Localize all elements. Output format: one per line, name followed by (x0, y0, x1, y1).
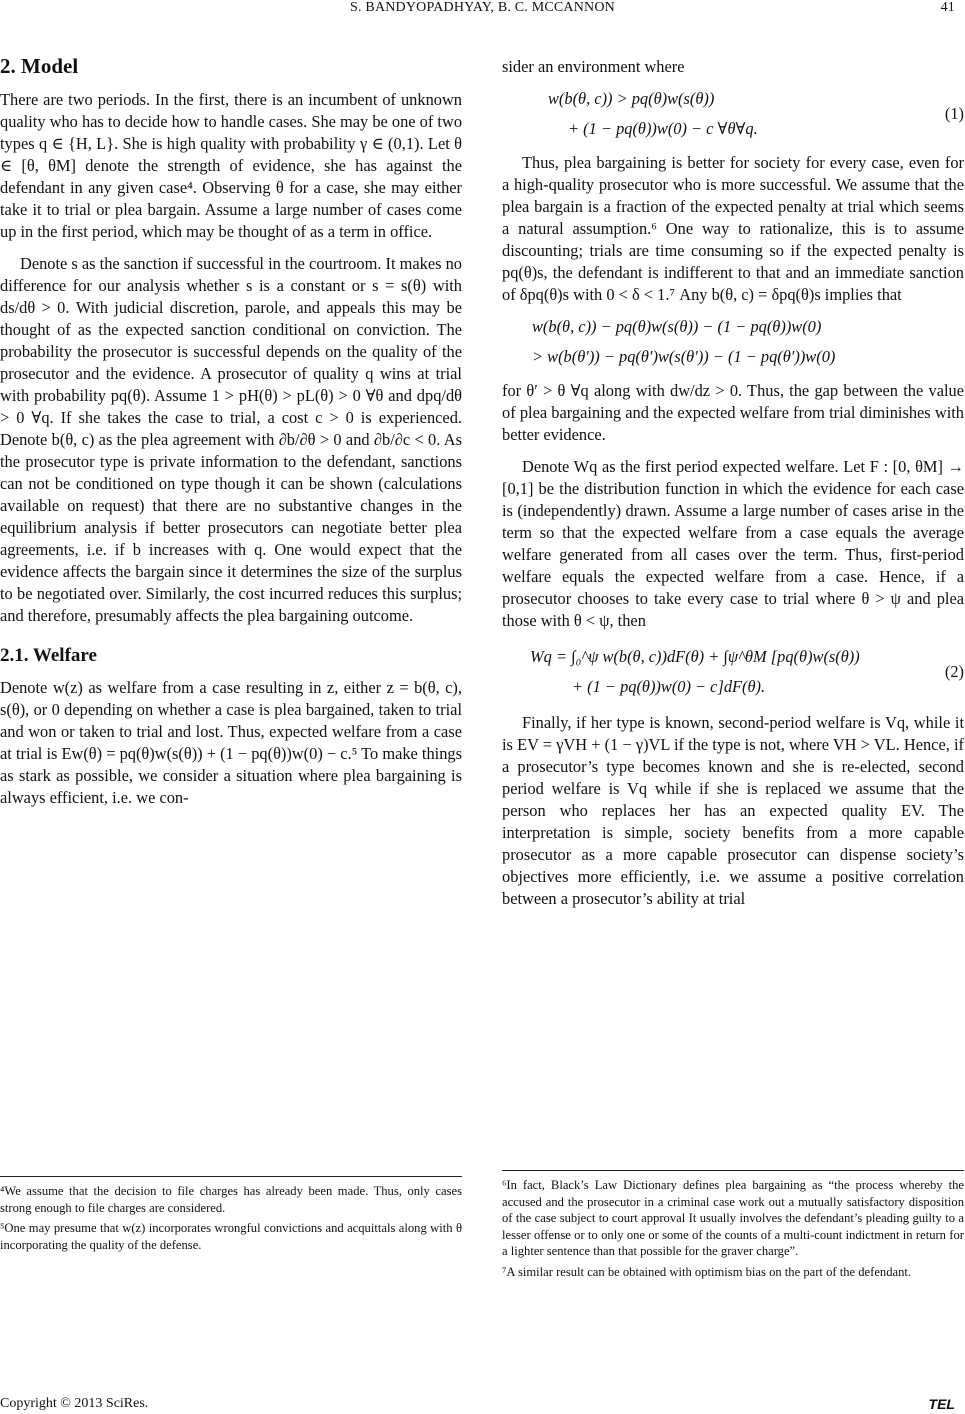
paragraph-welfare: Denote w(z) as welfare from a case resulting in z, either z = b(θ, c), s(θ), or 0 depending on whether a case is plea bargained, taken to trial and won or taken to trial and lost. Thus, expected welfare from a case at trial is Ew(θ) = pq(θ)w(s(θ)) + (1 − pq(θ))w(0) − c.⁵ To make things as stark as possible, we consider a situation where plea bargaining is always efficient, i.e. we con- (0, 678, 462, 807)
paragraph-continued: sider an environment where (502, 57, 685, 76)
footnote-rule (502, 1170, 964, 1171)
left-column (0, 42, 462, 809)
equation-2 (502, 642, 964, 702)
inequality-line-1: w(b(θ, c)) − pq(θ)w(s(θ)) − (1 − pq(θ))w(0) (532, 317, 822, 336)
inequality-line-2: > w(b(θ′)) − pq(θ′)w(s(θ′)) − (1 − pq(θ′))w(0) (532, 347, 836, 366)
copyright-notice: Copyright © 2013 SciRes. (0, 1396, 149, 1411)
footnotes-right (502, 1170, 964, 1284)
paragraph-gap: for θ′ > θ ∀q along with dw/dz > 0. Thus, the gap between the value of plea bargaining and the expected welfare from trial diminishes with better evidence. (502, 381, 964, 444)
paragraph-sanction: Denote s as the sanction if successful in the courtroom. It makes no difference for our analysis whether s is a constant or s = s(θ) with ds/dθ > 0. With judicial discretion, parole, and appeals this may be thought of as the expected sanction conditional on conviction. The probability the prosecutor is successful depends on the quality of the prosecutor and the evidence. A prosecutor of quality q wins at trial with probability pq(θ). Assume 1 > pH(θ) > pL(θ) > 0 ∀θ and dpq/dθ > 0 ∀q. If she takes the case to trial, a cost c > 0 is experienced. Denote b(θ, c) as the plea agreement with ∂b/∂θ > 0 and ∂b/∂c < 0. As the prosecutor type is private information to the defendant, sanctions can not be conditioned on type though it can be shown (calculations available on request) that there are no substantive changes in the equilibrium analysis if better prosecutors can negotiate better plea agreements, i.e. if b increases with q. One would expect that the evidence affects the bargain since it determines the size of the surplus to be negotiated over. Similarly, the cost incurred reduces this surplus; and therefore, presumably affects the plea bargaining outcome. (0, 254, 462, 625)
running-head (0, 0, 965, 22)
subsection-title: 2.1. Welfare (0, 645, 97, 666)
paragraph-second-period: Finally, if her type is known, second-period welfare is Vq, while it is EV = γVH + (1 − γ)VL if the type is not, where VH > VL. Hence, if a prosecutor’s type becomes known and she is re-elected, second period welfare is Vq while if she is replaced we assume that the person who replaces her has an expected quality EV. The interpretation is simple, society benefits from a more capable prosecutor as a more capable prosecutor can dispense society’s objectives more efficiently, i.e. we assume a positive correlation between a prosecutor’s ability at trial (502, 713, 964, 908)
footnote-7: ⁷A similar result can be obtained with optimism bias on the part of the defendant. (502, 1264, 912, 1279)
footnote-6: ⁶In fact, Black’s Law Dictionary defines plea bargaining as “the process whereby the accused and the prosecutor in a criminal case work out a mutually satisfactory disposition of the case subject to court approval It usually involves the defendant’s pleading guilty to a lesser offense or to only one or some of the counts of a multi-count indictment in return for a lighter sentence than that possible for the graver charge”. (502, 1178, 964, 1258)
footnote-rule (0, 1176, 462, 1177)
equation-2-line-2: + (1 − pq(θ))w(0) − c]dF(θ). (572, 677, 766, 696)
paragraph-first-period-welfare: Denote Wq as the first period expected welfare. Let F : [0, θM] → [0,1] be the distribution function in which the evidence for each case is (independently) drawn. Assume a large number of cases arise in the term so that the expected welfare from a case equals the average welfare generated from all cases over the term. Thus, first-period welfare equals the expected welfare from a case. Hence, if a prosecutor chooses to take every case to trial where θ > ψ and plea those with θ < ψ, then (502, 457, 964, 630)
running-head-authors: S. BANDYOPADHYAY, B. C. MCCANNON (350, 0, 615, 15)
inequality (502, 312, 964, 372)
paragraph-model-intro: There are two periods. In the first, there is an incumbent of unknown quality who has to decide how to handle cases. She may be one of two types q ∈ {H, L}. She is high quality with probability γ ∈ (0,1). Let θ ∈ [θ, θM] denote the strength of evidence, she has against the defendant in any given case⁴. Observing θ for a case, she may either take it to trial or plea bargain. Assume a large number of cases come up in the first period, which may be thought of as a term in office. (0, 90, 463, 241)
page-number: 41 (940, 0, 955, 15)
equation-2-line-1: Wq = ∫₀^ψ w(b(θ, c))dF(θ) + ∫ψ^θM [pq(θ)w(s(θ)) (530, 647, 860, 666)
footnote-5: ⁵One may presume that w(z) incorporates wrongful convictions and acquittals along with θ incorporating the quality of the defense. (0, 1221, 462, 1252)
equation-1 (502, 84, 964, 144)
right-column (502, 56, 964, 910)
footnote-4: ⁴We assume that the decision to file charges has already been made. Thus, only cases strong enough to file charges are considered. (0, 1184, 462, 1215)
footnotes-left (0, 1176, 462, 1257)
journal-abbrev: TEL (928, 1396, 955, 1412)
equation-2-number: (2) (944, 662, 964, 681)
paragraph-plea-better: Thus, plea bargaining is better for society for every case, even for a high-quality prosecutor who is more successful. We assume that the plea bargain is a fraction of the expected penalty at trial which seems a natural assumption.⁶ One way to rationalize, this is to assume discounting; trials are time consuming so if the expected penalty is pq(θ)s, the defendant is indifferent to that and an immediate sanction of δpq(θ)s with 0 < δ < 1.⁷ Any b(θ, c) = δpq(θ)s implies that (502, 153, 964, 304)
equation-1-line-2: + (1 − pq(θ))w(0) − c ∀θ∀q. (568, 119, 758, 138)
section-title: 2. Model (0, 54, 79, 78)
equation-1-line-1: w(b(θ, c)) > pq(θ)w(s(θ)) (548, 89, 715, 108)
equation-1-number: (1) (944, 104, 964, 123)
